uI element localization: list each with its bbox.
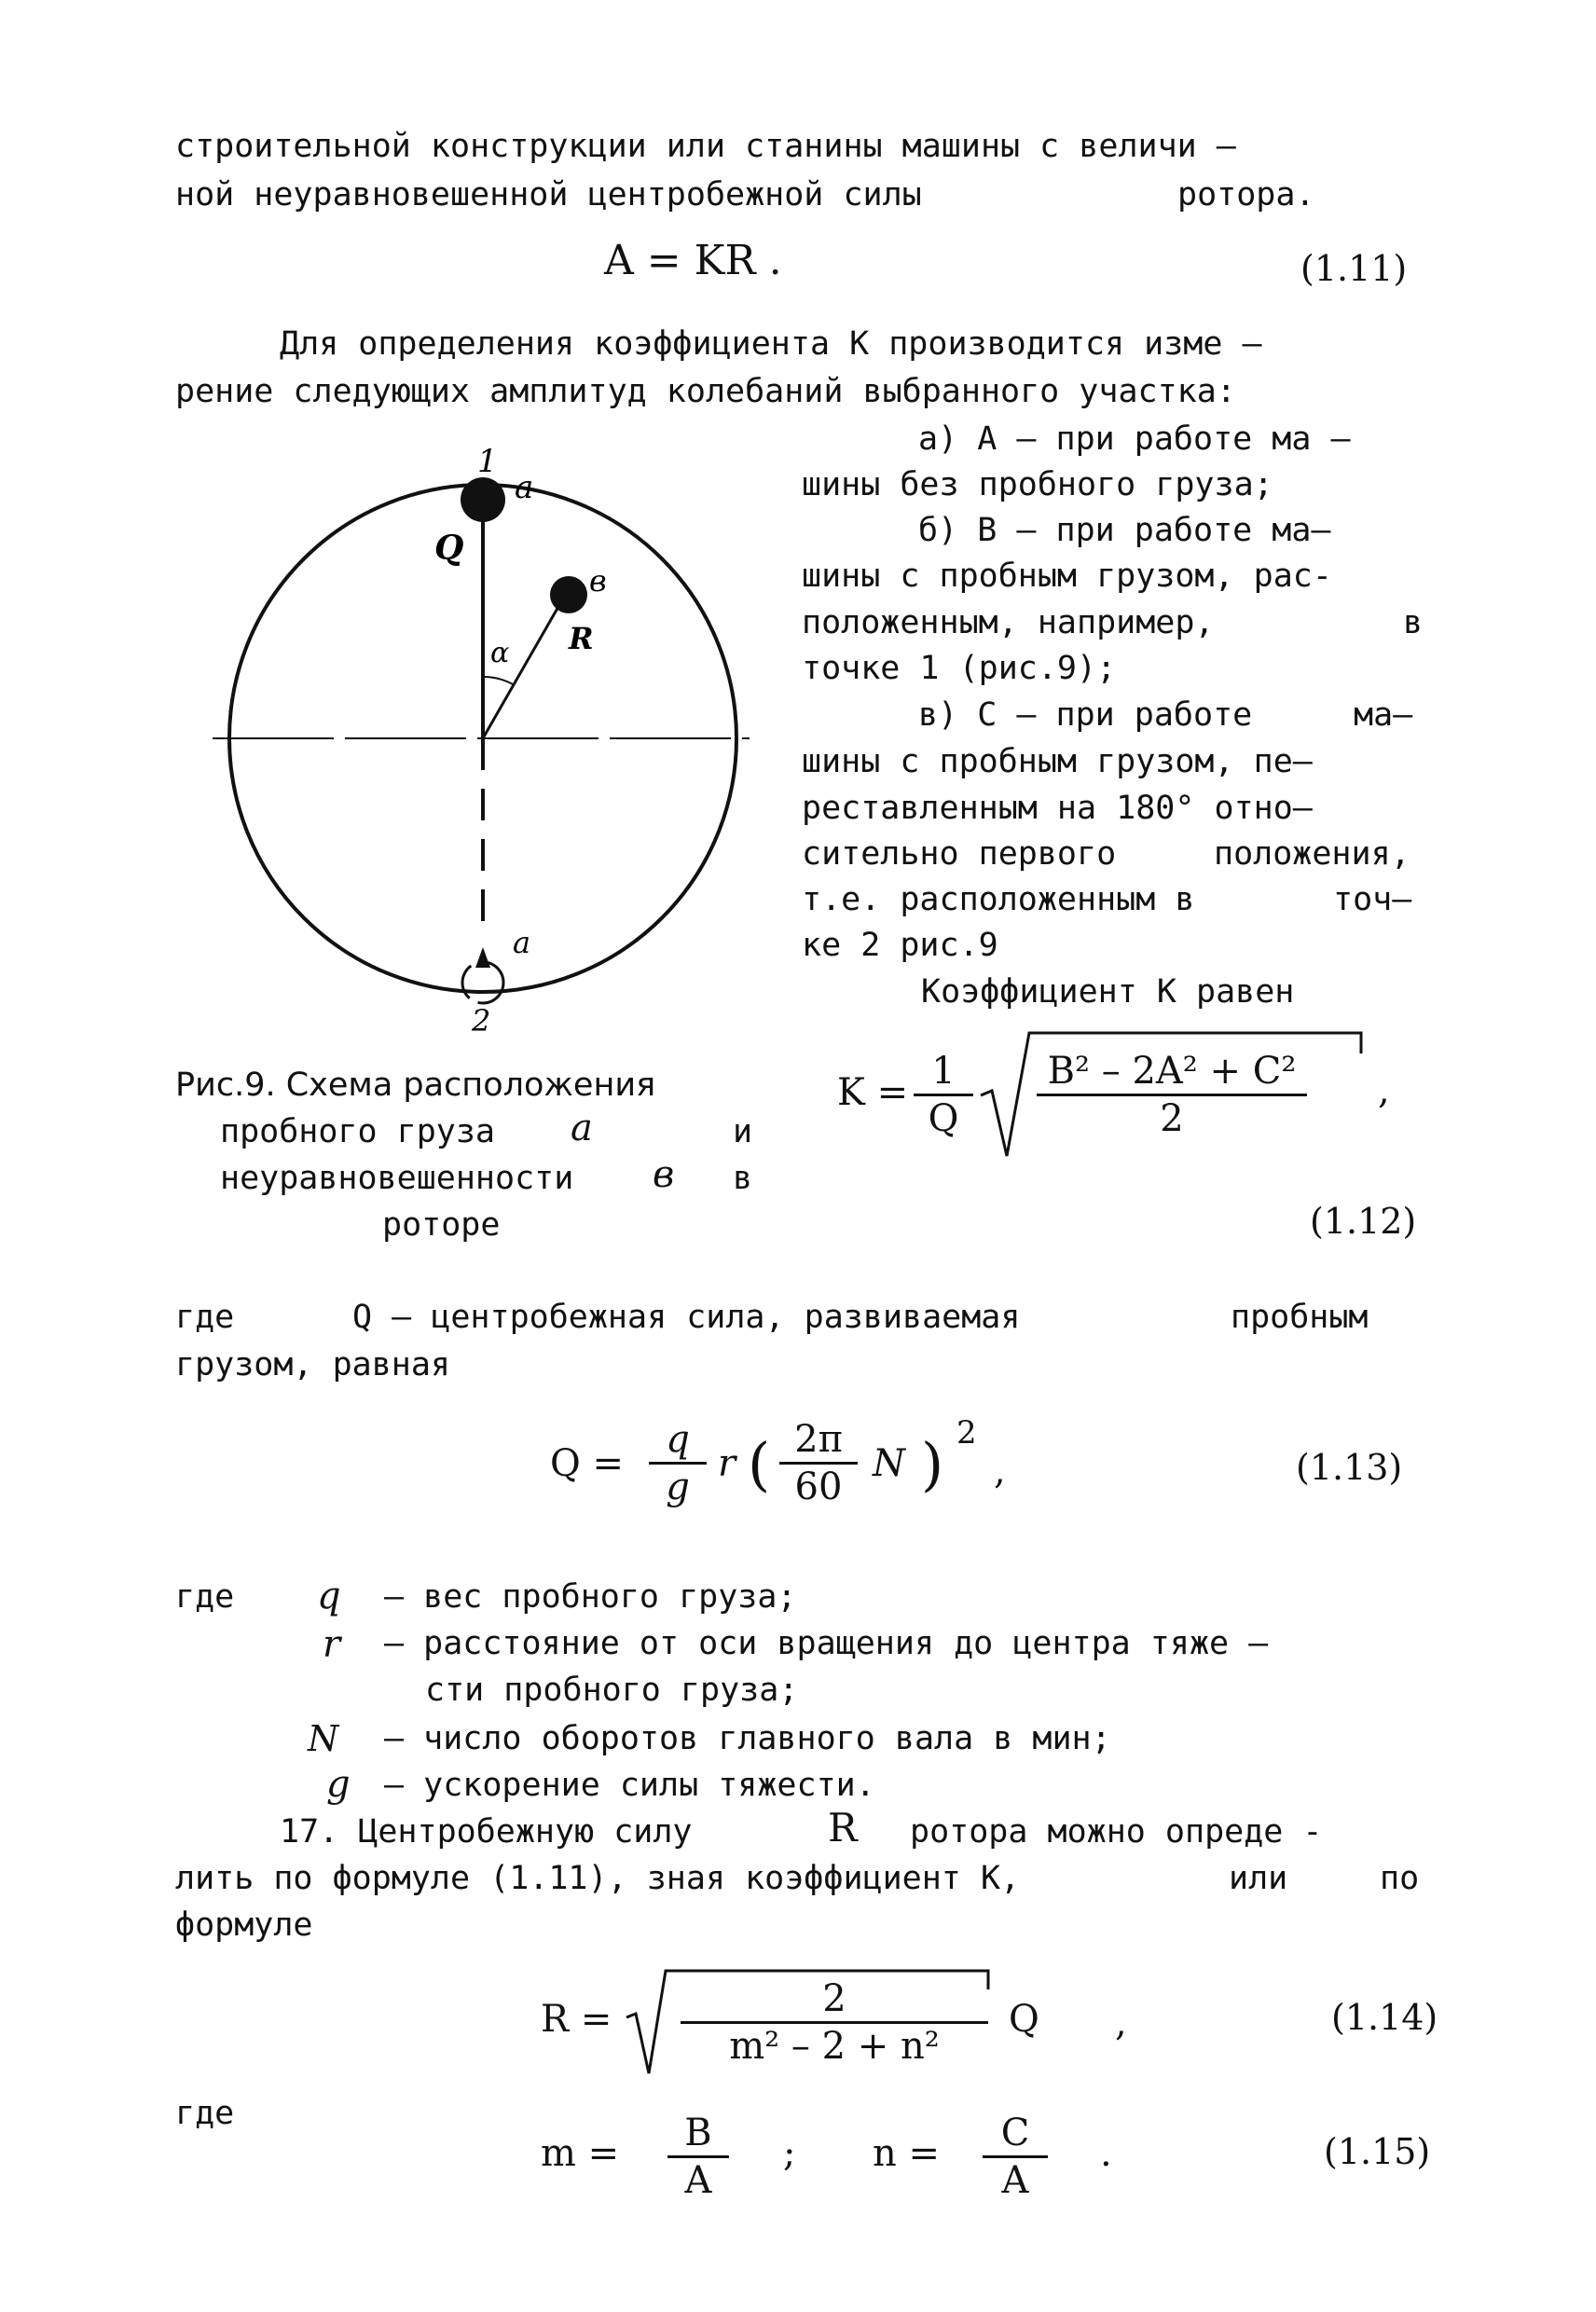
k-radicand-numerator: B² – 2A² + C² bbox=[1047, 1050, 1297, 1093]
list-b-line-2: шины с пробным грузом, рас- bbox=[802, 557, 1332, 595]
label-1: 1 bbox=[477, 443, 498, 480]
label-a-bottom: a bbox=[513, 925, 531, 960]
list-c-line-1-end: ма– bbox=[1354, 696, 1413, 734]
caption-symbol-b: в bbox=[653, 1153, 675, 1196]
list-a-line-1: а) A – при работе ма – bbox=[918, 420, 1351, 458]
p17-R: R bbox=[828, 1805, 858, 1851]
where-q-line-1-end: пробным bbox=[1231, 1299, 1369, 1336]
intro-line-2: ной неуравновешенной центробежной силы bbox=[175, 176, 922, 213]
label-R: R bbox=[569, 621, 594, 656]
coef-label: Коэффициент K равен bbox=[921, 973, 1295, 1011]
eq113-60: 60 bbox=[794, 1466, 843, 1508]
caption-line-4: роторе bbox=[382, 1206, 501, 1244]
equation-number-1-12: (1.12) bbox=[1310, 1201, 1417, 1242]
eq113-N: N bbox=[873, 1442, 905, 1485]
list-b-line-3-end: в bbox=[1403, 604, 1424, 641]
eq113-2pi: 2π bbox=[794, 1418, 843, 1461]
trial-weight-1 bbox=[461, 477, 505, 522]
equation-number-1-14: (1.14) bbox=[1331, 1997, 1438, 2038]
eq115-m-numerator: B bbox=[684, 2112, 712, 2154]
equation-number-1-13: (1.13) bbox=[1296, 1447, 1403, 1488]
k-radicand bbox=[1037, 1049, 1307, 1141]
label-Q: Q bbox=[434, 529, 464, 568]
eq115-m-fraction bbox=[667, 2111, 729, 2203]
eq114-fraction bbox=[681, 1976, 988, 2069]
label-a-top: a bbox=[515, 469, 534, 506]
def-g-symbol: g bbox=[326, 1763, 351, 1806]
eq115-n-denominator: A bbox=[1001, 2159, 1029, 2202]
eq115-n-fraction bbox=[983, 2111, 1048, 2203]
label-alpha: α bbox=[490, 637, 510, 669]
list-c-line-1: в) C – при работе bbox=[918, 696, 1253, 734]
list-c-line-4-end: положения, bbox=[1214, 835, 1410, 873]
eq113-comma: , bbox=[994, 1450, 1006, 1493]
eq114-Q: Q bbox=[1009, 1998, 1039, 2041]
def-n-symbol: N bbox=[308, 1718, 339, 1759]
list-a-line-2: шины без пробного груза; bbox=[802, 466, 1273, 503]
eq115-n-numerator: C bbox=[1000, 2112, 1030, 2154]
eq115-m-lhs: m = bbox=[541, 2132, 620, 2175]
k-denominator: Q bbox=[928, 1097, 959, 1140]
def-r-symbol: r bbox=[323, 1623, 341, 1666]
bottom-arrowhead bbox=[475, 947, 490, 968]
where-q-line-1: Q – центробежная сила, развиваемая bbox=[352, 1299, 1021, 1336]
eq115-m-denominator: A bbox=[684, 2159, 712, 2202]
def-q-symbol: q bbox=[317, 1575, 341, 1617]
eq113-q-over-g bbox=[649, 1417, 707, 1509]
def-n-text: – число оборотов главного вала в мин; bbox=[384, 1720, 1111, 1757]
label-b: в bbox=[589, 563, 607, 599]
caption-line-2: пробного груза bbox=[220, 1113, 496, 1150]
eq115-dot: . bbox=[1100, 2132, 1112, 2175]
list-c-line-4: сительно первого bbox=[802, 835, 1117, 873]
eq113-rparen: ) bbox=[921, 1430, 944, 1498]
k-comma: , bbox=[1378, 1069, 1390, 1112]
p17-line-3: формуле bbox=[175, 1906, 313, 1944]
p17-line-2-mid: или bbox=[1229, 1860, 1288, 1897]
eq114-lhs: R = bbox=[541, 1998, 612, 2041]
angle-arc bbox=[483, 677, 513, 684]
def-g-text: – ускорение силы тяжести. bbox=[384, 1767, 875, 1804]
caption-line-1: Рис.9. Схема расположения bbox=[175, 1067, 656, 1104]
k-radicand-denominator: 2 bbox=[1160, 1097, 1184, 1140]
caption-line-3: неуравновешенности bbox=[220, 1160, 574, 1197]
eq114-denominator: m² – 2 + n² bbox=[729, 2025, 940, 2068]
caption-line-3-end: в bbox=[733, 1160, 753, 1197]
eq113-q: q bbox=[666, 1418, 690, 1461]
trial-weight-2 bbox=[462, 962, 503, 1003]
list-b-line-4: точке 1 (рис.9); bbox=[802, 650, 1117, 687]
unbalance-mass bbox=[550, 576, 587, 613]
k-lhs: K = bbox=[837, 1071, 909, 1114]
list-c-line-2: шины с пробным грузом, пе– bbox=[802, 743, 1313, 780]
intro-line-2-end: ротора. bbox=[1177, 176, 1315, 213]
defs-gde: где bbox=[175, 1578, 235, 1616]
caption-symbol-a: a bbox=[571, 1107, 593, 1149]
k-numerator: 1 bbox=[931, 1050, 956, 1093]
eq115-sep: ; bbox=[783, 2132, 796, 2175]
k-fraction bbox=[914, 1049, 973, 1141]
def-q-text: – вес пробного груза; bbox=[384, 1578, 797, 1616]
list-c-line-6: ке 2 рис.9 bbox=[802, 927, 998, 964]
intro-line-1: строительной конструкции или станины машины с величи – bbox=[175, 128, 1236, 165]
figure-9-diagram bbox=[205, 438, 783, 1035]
list-b-line-1: б) B – при работе ма– bbox=[918, 512, 1331, 549]
eq115-n-lhs: n = bbox=[873, 2132, 940, 2175]
eq113-pi-over-60 bbox=[779, 1417, 858, 1509]
p17-line-2-end: по bbox=[1380, 1860, 1420, 1897]
eq113-g: g bbox=[666, 1466, 690, 1508]
list-c-line-3: реставленным на 180° отно– bbox=[802, 790, 1313, 827]
eq113-r: r bbox=[718, 1442, 736, 1485]
caption-line-2-end: и bbox=[733, 1113, 753, 1150]
para-k-line-2: рение следующих амплитуд колебаний выбранного участка: bbox=[175, 373, 1236, 410]
equation-1-11: A = KR . bbox=[604, 237, 782, 284]
eq114-numerator: 2 bbox=[822, 1977, 846, 2020]
eq113-lhs: Q = bbox=[550, 1442, 625, 1485]
where-q-gde: где bbox=[175, 1299, 235, 1336]
def-r-text-2: сти пробного груза; bbox=[425, 1672, 799, 1709]
p17-line-1-end: ротора можно опреде - bbox=[910, 1813, 1323, 1851]
eq114-comma: , bbox=[1115, 2002, 1127, 2044]
eq113-exp: 2 bbox=[956, 1414, 977, 1452]
def-r-text-1: – расстояние от оси вращения до центра тяже – bbox=[384, 1625, 1269, 1662]
equation-number-1-15: (1.15) bbox=[1324, 2131, 1431, 2172]
para-k-line-1: Для определения коэффициента K производится изме – bbox=[280, 325, 1262, 363]
label-2: 2 bbox=[472, 1003, 491, 1035]
list-c-line-5-end: точ– bbox=[1333, 881, 1412, 918]
where-q-line-2: грузом, равная bbox=[175, 1346, 451, 1383]
gde-2: где bbox=[175, 2095, 235, 2132]
list-b-line-3: положенным, например, bbox=[802, 604, 1215, 641]
p17-line-2: лить по формуле (1.11), зная коэффициент K, bbox=[175, 1860, 1021, 1897]
list-c-line-5: т.е. расположенным в bbox=[802, 881, 1195, 918]
p17-line-1: 17. Центробежную силу bbox=[280, 1813, 693, 1851]
equation-number-1-11: (1.11) bbox=[1300, 248, 1408, 289]
eq113-lparen: ( bbox=[748, 1430, 771, 1498]
